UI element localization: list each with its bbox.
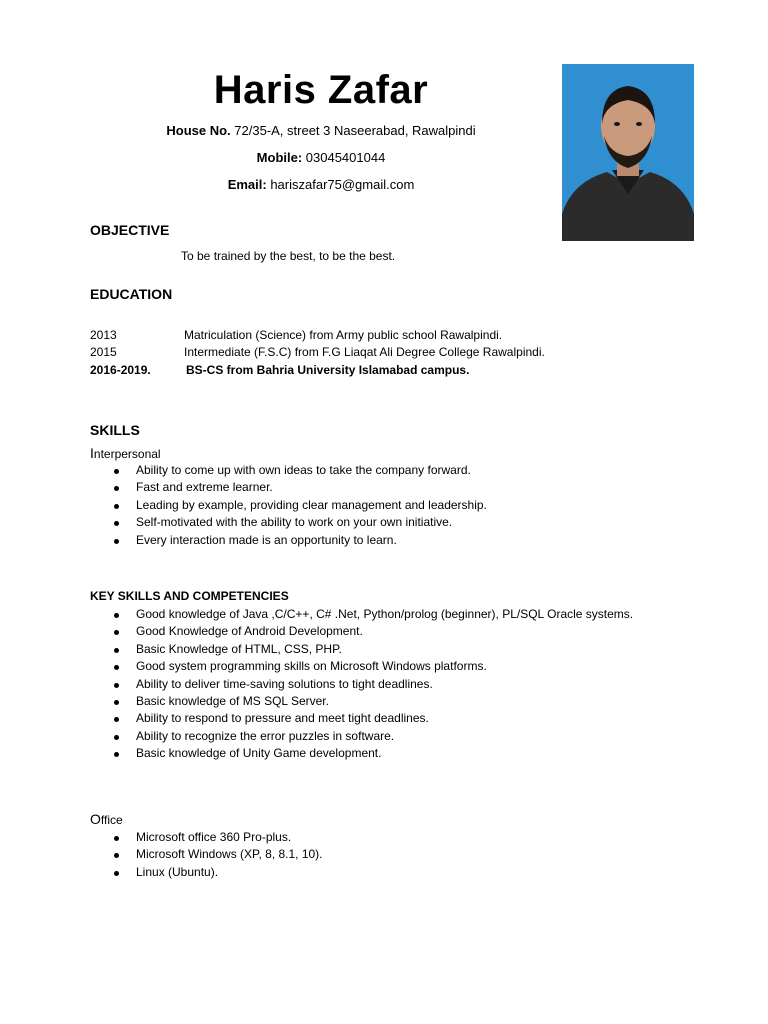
address-value: 72/35-A, street 3 Naseerabad, Rawalpindi [230,123,476,138]
education-description: Intermediate (F.S.C) from F.G Liaqat Ali Degree College Rawalpindi. [184,345,545,359]
list-item: Self-motivated with the ability to work on your own initiative. [114,514,487,531]
list-item: Ability to come up with own ideas to take the company forward. [114,462,487,479]
email-label: Email: [227,177,267,192]
list-item: Good Knowledge of Android Development. [114,623,633,640]
list-item: Every interaction made is an opportunity to learn. [114,532,487,549]
interpersonal-subheading [90,445,161,461]
mobile-line [0,150,642,165]
objective-text: To be trained by the best, to be the best. [181,249,396,263]
objective-heading: OBJECTIVE [90,222,170,238]
interpersonal-initial: I [90,445,94,461]
email-line [0,177,642,192]
list-item: Microsoft office 360 Pro-plus. [114,829,323,846]
education-year: 2015 [90,345,117,359]
mobile-value: 03045401044 [302,150,386,165]
list-item: Ability to recognize the error puzzles in software. [114,728,633,745]
address-label: House No. [166,123,231,138]
list-item: Basic Knowledge of HTML, CSS, PHP. [114,641,633,658]
list-item: Ability to respond to pressure and meet tight deadlines. [114,710,633,727]
office-rest: ffice [100,813,123,827]
education-year: 2013 [90,328,117,342]
list-item: Basic knowledge of Unity Game development. [114,745,633,762]
address-line [0,123,642,138]
interpersonal-list [114,462,487,549]
key-skills-list [114,606,633,763]
education-heading: EDUCATION [90,286,173,302]
office-initial: O [90,811,101,827]
portrait-illustration [562,64,694,241]
key-skills-heading: KEY SKILLS AND COMPETENCIES [90,589,289,603]
list-item: Fast and extreme learner. [114,479,487,496]
education-description: Matriculation (Science) from Army public school Rawalpindi. [184,328,503,342]
list-item: Good system programming skills on Microsoft Windows platforms. [114,658,633,675]
resume-name: Haris Zafar [213,68,429,112]
list-item: Basic knowledge of MS SQL Server. [114,693,633,710]
profile-photo [562,64,694,241]
list-item: Ability to deliver time-saving solutions to tight deadlines. [114,676,633,693]
interpersonal-rest: nterpersonal [93,447,161,461]
office-list [114,829,323,881]
list-item: Microsoft Windows (XP, 8, 8.1, 10). [114,846,323,863]
list-item: Linux (Ubuntu). [114,864,323,881]
list-item: Leading by example, providing clear management and leadership. [114,497,487,514]
mobile-label: Mobile: [256,150,303,165]
list-item: Good knowledge of Java ,C/C++, C# .Net, Python/prolog (beginner), PL/SQL Oracle systems. [114,606,633,623]
education-description: BS-CS from Bahria University Islamabad campus. [186,363,470,377]
skills-heading: SKILLS [90,422,140,438]
education-year: 2016-2019. [90,363,151,377]
email-value: hariszafar75@gmail.com [266,177,415,192]
office-subheading [90,811,123,827]
